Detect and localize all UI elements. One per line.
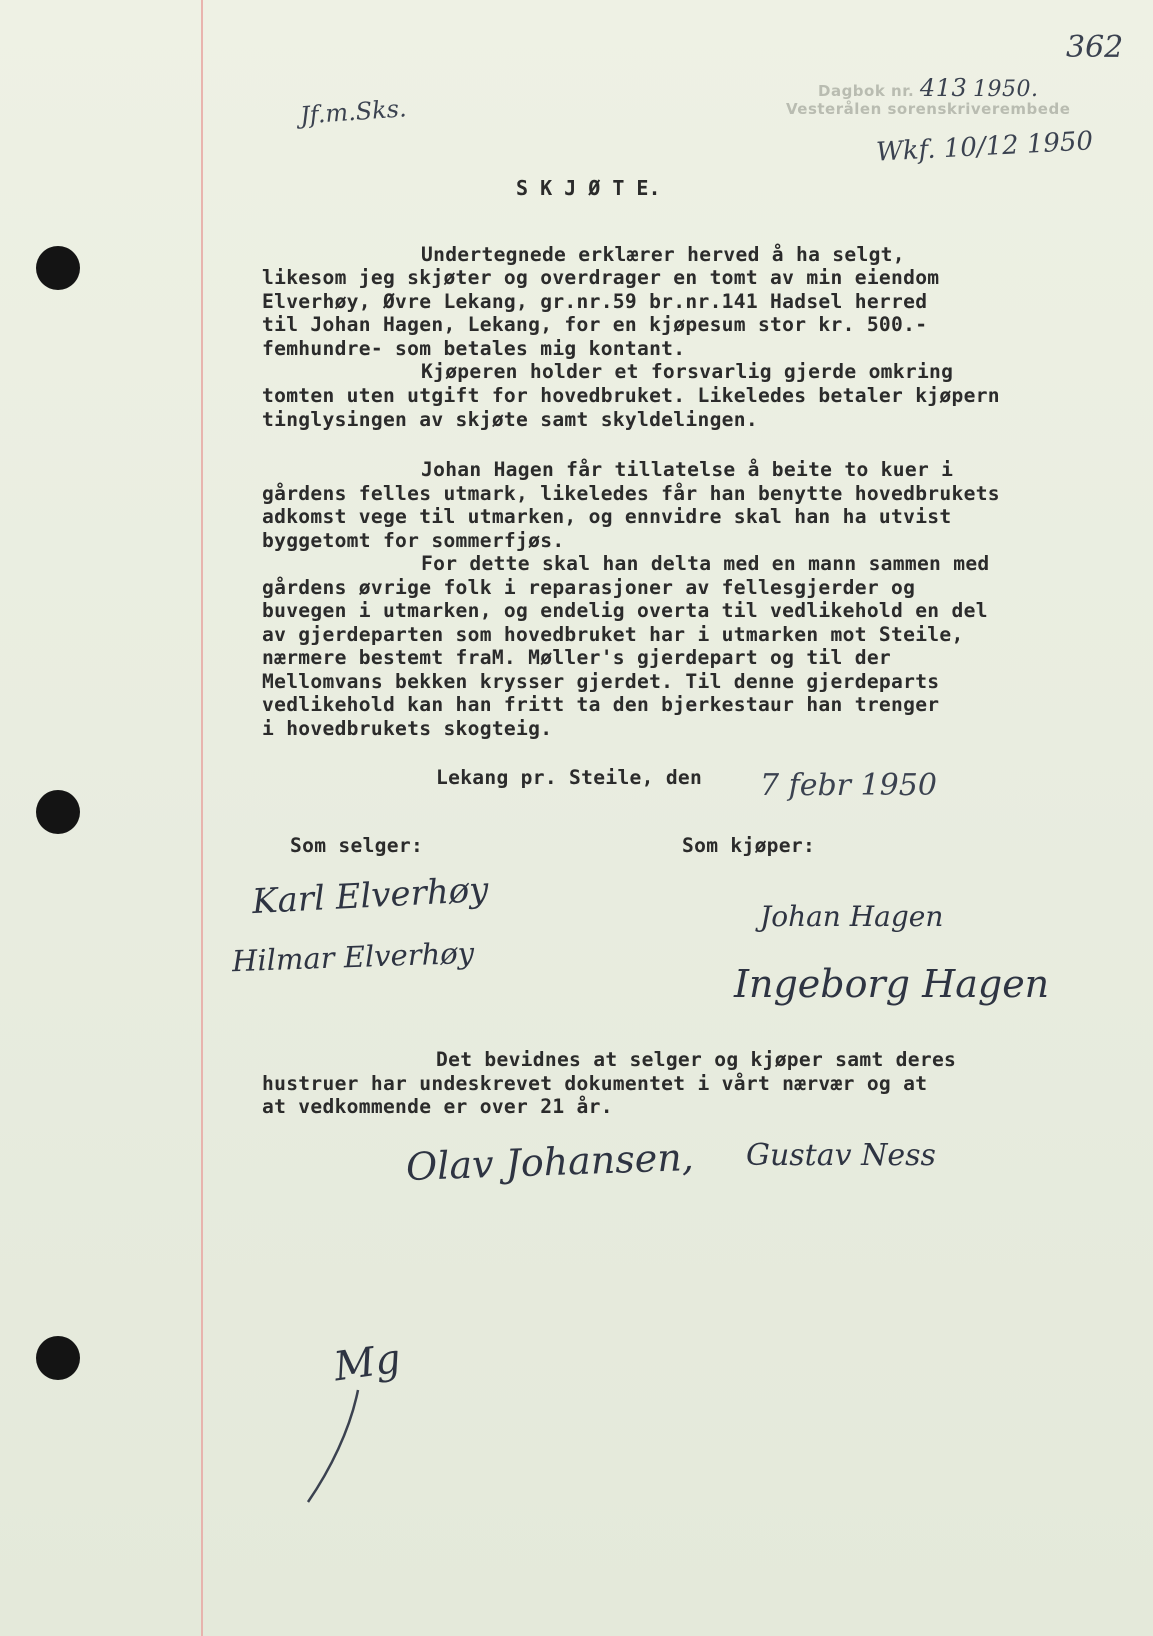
punch-hole bbox=[36, 790, 80, 834]
margin-line bbox=[201, 0, 203, 1636]
stamp-label: Dagbok nr. bbox=[818, 82, 915, 100]
buyer-label: Som kjøper: bbox=[682, 834, 816, 857]
body-line: For dette skal han delta med en mann sammen med bbox=[421, 552, 990, 575]
body-line: gårdens øvrige folk i reparasjoner av fellesgjerder og bbox=[262, 576, 916, 599]
seller-signature: Hilmar Elverhøy bbox=[231, 935, 475, 979]
body-line: Kjøperen holder et forsvarlig gjerde omkring bbox=[421, 360, 954, 383]
stamp-year: 1950. bbox=[972, 77, 1039, 102]
registration-note: Wkf. 10/12 1950 bbox=[875, 126, 1094, 168]
body-line: Undertegnede erklærer herved å ha selgt, bbox=[421, 243, 905, 266]
body-line: femhundre- som betales mig kontant. bbox=[262, 337, 686, 360]
punch-hole bbox=[36, 246, 80, 290]
body-line: Johan Hagen får tillatelse å beite to kuer i bbox=[421, 458, 954, 481]
body-line: til Johan Hagen, Lekang, for en kjøpesum stor kr. 500.- bbox=[262, 313, 928, 336]
place-date: 7 febr 1950 bbox=[760, 768, 937, 803]
body-line: nærmere bestemt fraM. Møller's gjerdepart og til der bbox=[262, 646, 892, 669]
body-line: av gjerdeparten som hovedbruket har i utmarken mot Steile, bbox=[262, 623, 964, 646]
stamp-number: 413 bbox=[919, 74, 968, 102]
punch-hole bbox=[36, 1336, 80, 1380]
seller-label: Som selger: bbox=[290, 834, 424, 857]
witness-line: at vedkommende er over 21 år. bbox=[262, 1095, 613, 1118]
seller-signature: Karl Elverhøy bbox=[251, 869, 490, 923]
witness-signature: Gustav Ness bbox=[746, 1138, 936, 1173]
body-line: buvegen i utmarken, og endelig overta til vedlikehold en del bbox=[262, 599, 988, 622]
buyer-signature: Ingeborg Hagen bbox=[734, 962, 1050, 1006]
initials: Mg bbox=[331, 1335, 404, 1391]
body-line: likesom jeg skjøter og overdrager en tomt av min eiendom bbox=[262, 266, 940, 289]
witness-line: Det bevidnes at selger og kjøper samt deres bbox=[436, 1048, 957, 1071]
body-line: tinglysingen av skjøte samt skyldelingen. bbox=[262, 408, 758, 431]
body-line: tomten uten utgift for hovedbruket. Likeledes betaler kjøpern bbox=[262, 384, 1000, 407]
body-line: byggetomt for sommerfjøs. bbox=[262, 529, 565, 552]
place-line: Lekang pr. Steile, den bbox=[436, 766, 703, 789]
witness-line: hustruer har undeskrevet dokumentet i vårt nærvær og at bbox=[262, 1072, 928, 1095]
document-title: S K J Ø T E. bbox=[516, 176, 661, 200]
witness-signature: Olav Johansen, bbox=[405, 1134, 695, 1190]
body-line: adkomst vege til utmarken, og ennvidre skal han ha utvist bbox=[262, 505, 952, 528]
registry-stamp-line1 bbox=[818, 74, 1038, 102]
body-line: gårdens felles utmark, likeledes får han benytte hovedbrukets bbox=[262, 482, 1000, 505]
initials-stroke bbox=[300, 1380, 380, 1510]
reference-note: Jf.m.Sks. bbox=[299, 94, 408, 130]
buyer-signature: Johan Hagen bbox=[760, 900, 944, 933]
registry-stamp-line2: Vesterålen sorenskriverembede bbox=[786, 100, 1071, 118]
page-number: 362 bbox=[1066, 30, 1124, 65]
body-line: Mellomvans bekken krysser gjerdet. Til denne gjerdeparts bbox=[262, 670, 940, 693]
body-line: vedlikehold kan han fritt ta den bjerkestaur han trenger bbox=[262, 693, 940, 716]
body-line: Elverhøy, Øvre Lekang, gr.nr.59 br.nr.141 Hadsel herred bbox=[262, 290, 928, 313]
body-line: i hovedbrukets skogteig. bbox=[262, 717, 553, 740]
